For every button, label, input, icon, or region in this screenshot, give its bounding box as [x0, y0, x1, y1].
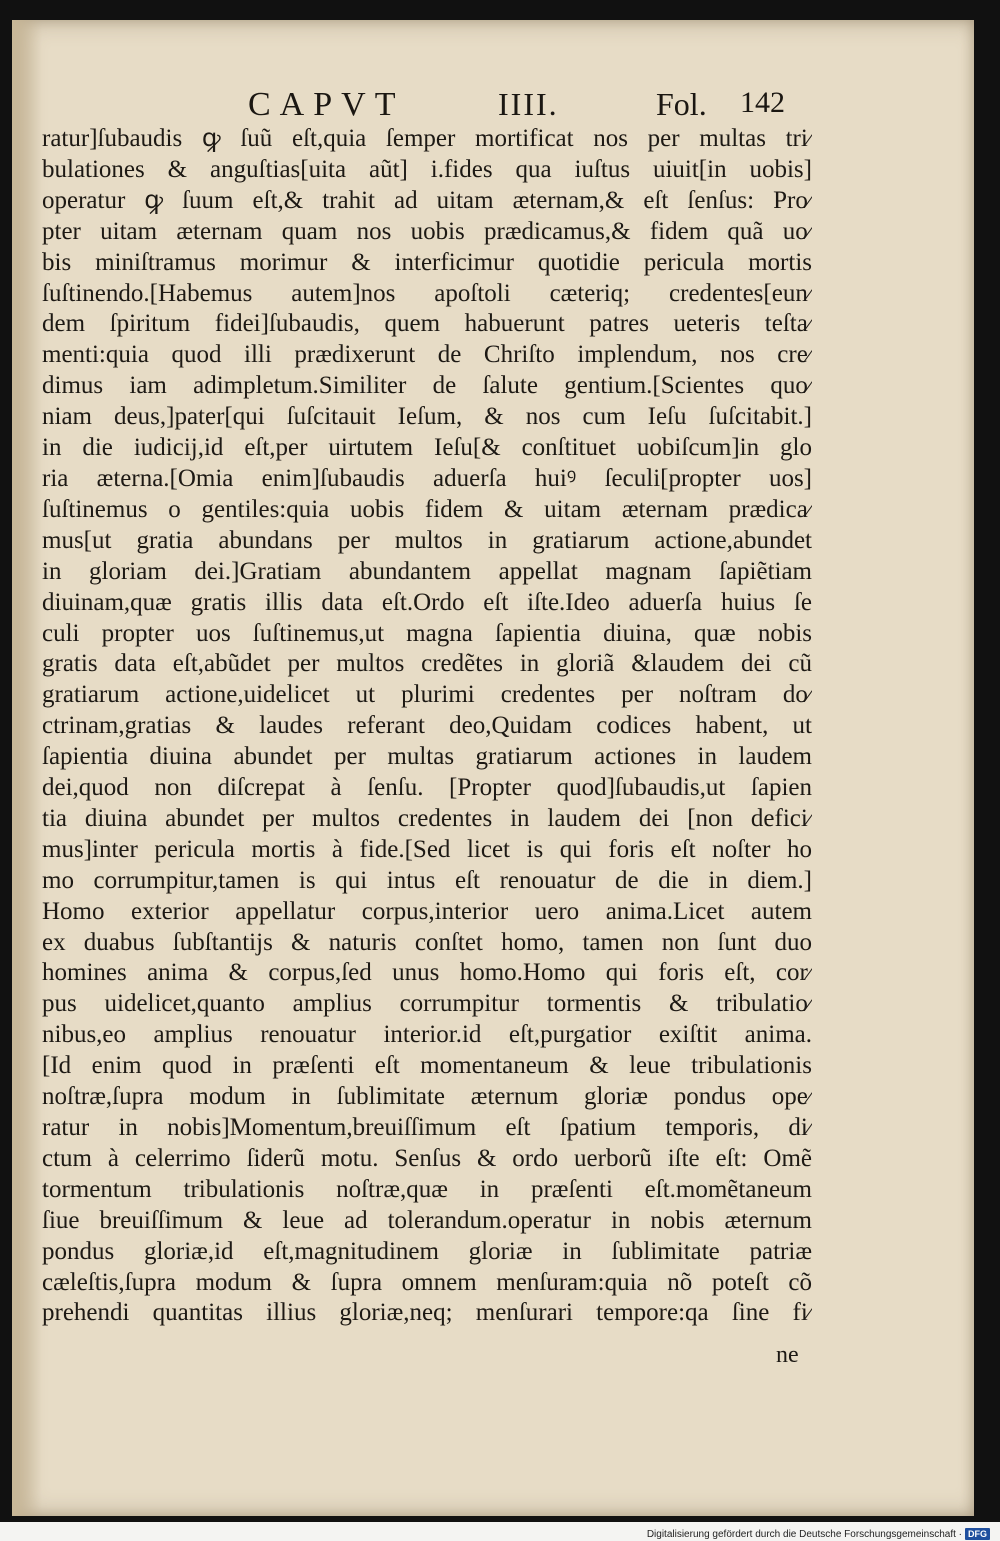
text-line: ratur in nobis]Momentum,breuiſſimum eſt ſpatium temporis, di∕	[42, 1114, 812, 1141]
text-line: gratis data eſt,abũdet per multos credẽtes in gloriã &laudem dei cũ	[42, 650, 812, 678]
text-line: noſtræ,ſupra modum in ſublimitate æternum gloriæ pondus ope∕	[42, 1083, 812, 1111]
book-page	[12, 20, 974, 1516]
text-line: cæleſtis,ſupra modum & ſupra omnem menſuram:quia nõ poteſt cõ	[42, 1268, 812, 1296]
text-line: dem ſpiritum fidei]ſubaudis, quem habuerunt patres ueteris teſta∕	[42, 310, 812, 338]
text-line: niam deus,]pater[qui ſuſcitauit Ieſum, & nos cum Ieſu ſuſcitabit.]	[42, 403, 812, 431]
text-line: gratiarum actione,uidelicet ut plurimi credentes per noſtram do∕	[42, 681, 812, 709]
text-line: in die iudicij,id eſt,per uirtutem Ieſu[& conſtituet uobiſcum]in glo	[42, 434, 812, 462]
text-line: ratur]ſubaudis ꝙ ſuũ eſt,quia ſemper mortificat nos per multas tri∕	[42, 125, 812, 152]
text-line: nibus,eo amplius renouatur interior.id eſt,purgatior exiſtit anima.	[42, 1021, 812, 1049]
text-line: pondus gloriæ,id eſt,magnitudinem gloriæ in ſublimitate patriæ	[42, 1237, 812, 1265]
text-line: Homo exterior appellatur corpus,interior uero anima.Licet autem	[42, 897, 812, 925]
digitization-credit	[647, 1527, 990, 1541]
text-line: in gloriam dei.]Gratiam abundantem appellat magnam ſapiẽtiam	[42, 557, 812, 585]
text-line: ria æterna.[Omia enim]ſubaudis aduerſa huiꝰ ſeculi[propter uos]	[42, 464, 812, 492]
text-line: ctum à celerrimo ſiderũ motu. Senſus & ordo uerborũ iſte eſt: Omẽ	[42, 1144, 812, 1172]
text-line: dimus iam adimpletum.Similiter de ſalute gentium.[Scientes quo∕	[42, 372, 812, 400]
credit-text: Digitalisierung gefördert durch die Deutsche Forschungsgemeinschaft ·	[646, 1528, 962, 1540]
text-line: ex duabus ſubſtantijs & naturis conſtet homo, tamen non ſunt duo	[42, 928, 812, 956]
running-head	[12, 86, 974, 126]
text-line: ſapientia diuina abundet per multas gratiarum actiones in laudem	[42, 743, 812, 771]
text-line: mo corrumpitur,tamen is qui intus eſt renouatur de die in diem.]	[42, 866, 812, 894]
body-text	[42, 124, 812, 1329]
text-line: ſiue breuiſſimum & leue ad tolerandum.operatur in nobis æternum	[42, 1206, 812, 1234]
running-head-title: CAPVT	[248, 86, 405, 123]
text-line: tia diuina abundet per multos credentes in laudem dei [non defici∕	[42, 804, 812, 832]
text-line: diuinam,quæ gratis illis data eſt.Ordo eſt iſte.Ideo aduerſa huius ſe	[42, 588, 812, 616]
running-head-chapter: IIII.	[498, 86, 559, 122]
text-line: mus[ut gratia abundans per multos in gratiarum actione,abundet	[42, 526, 812, 554]
text-line: bis miniſtramus morimur & interficimur quotidie pericula mortis	[42, 248, 812, 276]
text-line: prehendi quantitas illius gloriæ,neq; menſurari tempore:qa ſine fi∕	[42, 1299, 812, 1327]
text-line: ſuſtinendo.[Habemus autem]nos apoſtoli cæteriq; credentes[eun∕	[42, 279, 812, 307]
page-gutter-shadow	[12, 20, 42, 1516]
dfg-logo-icon: DFG	[965, 1528, 990, 1540]
catchword: ne	[776, 1342, 799, 1368]
text-line: [Id enim quod in præſenti eſt momentaneum & leue tribulationis	[42, 1052, 812, 1080]
text-line: culi propter uos ſuſtinemus,ut magna ſapientia diuina, quæ nobis	[42, 619, 812, 647]
folio-label: Fol.	[656, 86, 707, 122]
text-line: tormentum tribulationis noſtræ,quæ in præſenti eſt.momẽtaneum	[42, 1175, 812, 1203]
text-line: homines anima & corpus,ſed unus homo.Homo qui foris eſt, cor∕	[42, 959, 812, 987]
folio-number: 142	[740, 86, 785, 119]
text-line: mus]inter pericula mortis à fide.[Sed licet is qui foris eſt noſter ho	[42, 835, 812, 863]
text-line: bulationes & anguſtias[uita aũt] i.fides qua iuſtus uiuit[in uobis]	[42, 155, 812, 183]
text-line: menti:quia quod illi prædixerunt de Chriſto implendum, nos cre∕	[42, 341, 812, 369]
text-line: pus uidelicet,quanto amplius corrumpitur tormentis & tribulatio∕	[42, 990, 812, 1018]
text-line: dei,quod non diſcrepat à ſenſu. [Propter quod]ſubaudis,ut ſapien	[42, 774, 812, 802]
text-line: ctrinam,gratias & laudes referant deo,Quidam codices habent, ut	[42, 712, 812, 740]
text-line: ſuſtinemus o gentiles:quia uobis fidem & uitam æternam prædica∕	[42, 495, 812, 523]
text-line: pter uitam æternam quam nos uobis prædicamus,& fidem quã uo∕	[42, 217, 812, 245]
text-line: operatur ꝙ ſuum eſt,& trahit ad uitam æternam,& eſt ſenſus: Pro∕	[42, 186, 812, 214]
